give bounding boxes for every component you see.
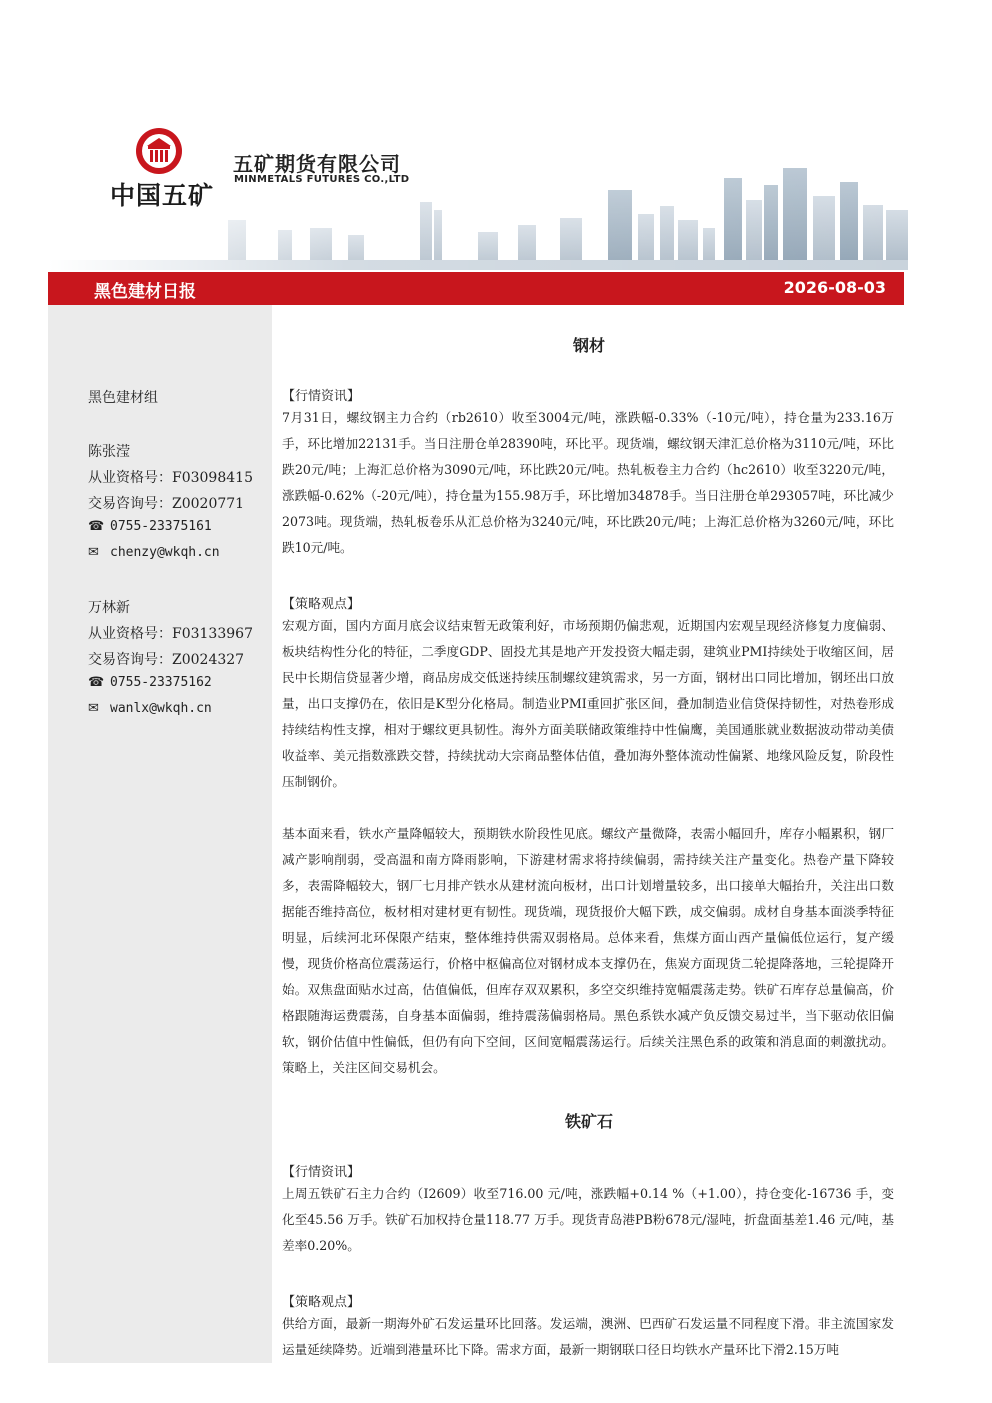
analyst-qualification: 从业资格号：F03133967: [88, 626, 253, 642]
strategy-tag: 【策略观点】: [282, 1295, 361, 1310]
header-banner: [48, 110, 908, 270]
email-icon: ✉: [88, 701, 99, 716]
analyst-email[interactable]: [88, 545, 220, 560]
iron-ore-strategy: 供给方面，最新一期海外矿石发运量环比回落。发运端，澳洲、巴西矿石发运量不同程度下滑。非主流国家发运量延续降势。近端到港量环比下降。需求方面，最新一期钢联口径日均铁水产量环比下滑2.15万吨: [282, 1316, 894, 1357]
market-news-tag: 【行情资讯】: [282, 389, 361, 404]
steel-strategy-fundamentals: 基本面来看，铁水产量降幅较大，预期铁水阶段性见底。螺纹产量微降，表需小幅回升，库存小幅累积，钢厂减产影响削弱，受高温和南方降雨影响，下游建材需求将持续偏弱，需持续关注产量变化。热卷产量下降较多，表需降幅较大，钢厂七月排产铁水从建材流向板材，出口计划增量较多，出口接单大幅抬升，关注出口数据能否维持高位，板材相对建材更有韧性。现货端，现货报价大幅下跌，成交偏弱。成材自身基本面淡季特征明显，后续河北环保限产结束，整体维持供需双弱格局。总体来看，焦煤方面山西产量偏低位运行，复产缓慢，现货价格高位震荡运行，价格中枢偏高位对钢材成本支撑仍在，焦炭方面现货二轮提降落地，三轮提降开始。双焦盘面贴水过高，估值偏低，但库存双双累积，多空交织维持宽幅震荡走势。铁矿石库存总量偏高，价格跟随海运费震荡，自身基本面偏弱，维持震荡偏弱格局。黑色系铁水减产负反馈交易过半，当下驱动依旧偏软，钢价估值中性偏低，但仍有向下空间，区间宽幅震荡运行。后续关注黑色系的政策和消息面的刺激扰动。策略上，关注区间交易机会。: [282, 826, 894, 1075]
report-date: 2026-08-03: [783, 278, 886, 297]
analyst-sidebar: [48, 305, 272, 1363]
iron-ore-market-news: 上周五铁矿石主力合约（I2609）收至716.00 元/吨，涨跌幅+0.14 %（+1.00），持仓变化-16736 手，变化至45.56 万手。铁矿石加权持仓量118.77 万手。现货青岛港PB粉678元/湿吨，折盘面基差1.46 元/吨，基差率0.20%。: [282, 1186, 894, 1253]
report-title: 黑色建材日报: [94, 282, 196, 302]
company-name-cn: 五矿期货有限公司: [233, 152, 401, 176]
analyst-phone: [88, 519, 212, 534]
china-minmetals-emblem-icon: [134, 126, 184, 176]
market-news-tag: 【行情资讯】: [282, 1165, 361, 1180]
analyst-phone-number: 0755-23375161: [110, 519, 212, 534]
analyst-email[interactable]: [88, 701, 212, 716]
analyst-email-address[interactable]: wanlx@wkqh.cn: [110, 701, 212, 716]
report-title-bar: [48, 272, 904, 305]
phone-icon: ☎: [88, 519, 105, 534]
group-name: 黑色建材组: [88, 390, 158, 406]
email-icon: ✉: [88, 545, 99, 560]
analyst-phone-number: 0755-23375162: [110, 675, 212, 690]
steel-strategy-macro: 宏观方面，国内方面月底会议结束暂无政策利好，市场预期仍偏悲观，近期国内宏观呈现经济修复力度偏弱、板块结构性分化的特征，二季度GDP、固投尤其是地产开发投资大幅走弱，建筑业PMI持续处于收缩区间，居民中长期信贷显著少增，商品房成交低迷持续压制螺纹建筑需求，另一方面，钢材出口同比增加，钢坯出口放量，出口支撑仍在，依旧是K型分化格局。制造业PMI重回扩张区间，叠加制造业信贷保持韧性，对热卷形成持续结构性支撑，相对于螺纹更具韧性。海外方面美联储政策维持中性偏鹰，美国通胀就业数据波动带动美债收益率、美元指数涨跌交替，持续扰动大宗商品整体估值，叠加海外整体流动性偏紧、地缘风险反复，阶段性压制钢价。: [282, 618, 894, 789]
analyst-consulting-number: 交易咨询号：Z0024327: [88, 652, 245, 668]
analyst-consulting-number: 交易咨询号：Z0020771: [88, 496, 245, 512]
steel-market-news: 7月31日，螺纹钢主力合约（rb2610）收至3004元/吨，涨跌幅-0.33%（-10元/吨），持仓量为233.16万手，环比增加22131手。当日注册仓单28390吨，环比平。现货端，螺纹钢天津汇总价格为3110元/吨，环比跌20元/吨；上海汇总价格为3090元/吨，环比跌20元/吨。热轧板卷主力合约（hc2610）收至3220元/吨，涨跌幅-0.62%（-20元/吨），持仓量为155.98万手，环比增加34878手。当日注册仓单293057吨，环比减少2073吨。现货端，热轧板卷乐从汇总价格为3240元/吨，环比跌20元/吨；上海汇总价格为3260元/吨，环比跌10元/吨。: [282, 410, 894, 555]
phone-icon: ☎: [88, 675, 105, 690]
logo-text: 中国五矿: [110, 181, 215, 210]
company-name-en: MINMETALS FUTURES CO.,LTD: [234, 174, 410, 185]
analyst-name: 万林新: [88, 600, 130, 616]
analyst-name: 陈张滢: [88, 444, 130, 460]
analyst-qualification: 从业资格号：F03098415: [88, 470, 253, 486]
analyst-email-address[interactable]: chenzy@wkqh.cn: [110, 545, 220, 560]
section-title-iron-ore: 铁矿石: [564, 1112, 613, 1131]
analyst-phone: [88, 675, 212, 690]
section-title-steel: 钢材: [572, 336, 605, 355]
strategy-tag: 【策略观点】: [282, 597, 361, 612]
